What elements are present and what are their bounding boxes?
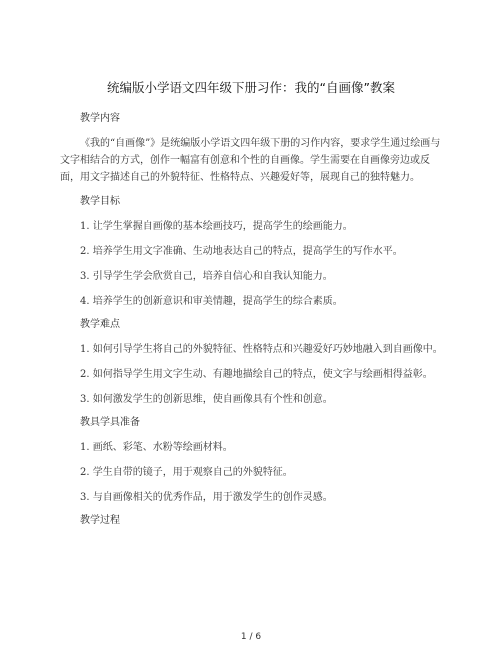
section-heading-process: 教学过程 xyxy=(80,515,120,526)
section-heading-difficulties: 教学难点 xyxy=(80,319,120,330)
preparation-item: 1. 画纸、彩笔、水粉等绘画材料。 xyxy=(80,442,233,453)
goal-item: 4. 培养学生的创新意识和审美情趣，提高学生的综合素质。 xyxy=(80,296,343,307)
difficulty-item: 2. 如何指导学生用文字生动、有趣地描绘自己的特点，使文字与绘画相得益彰。 xyxy=(80,369,433,380)
difficulty-item: 1. 如何引导学生将自己的外貌特征、性格特点和兴趣爱好巧妙地融入到自画像中。 xyxy=(80,344,443,355)
preparation-item: 3. 与自画像相关的优秀作品，用于激发学生的创作灵感。 xyxy=(80,492,333,503)
section-heading-preparation: 教具学具准备 xyxy=(80,417,140,428)
goal-item: 2. 培养学生用文字准确、生动地表达自己的特点，提高学生的写作水平。 xyxy=(80,246,403,257)
document-body xyxy=(60,112,445,537)
section-heading-goals: 教学目标 xyxy=(80,196,120,207)
preparation-item: 2. 学生自带的镜子，用于观察自己的外貌特征。 xyxy=(80,467,293,478)
content-paragraph: 《我的“自画像”》是统编版小学语文四年级下册的习作内容，要求学生通过绘画与文字相结合的方式，创作一幅富有创意和个性的自画像。学生需要在自画像旁边或反面，用文字描述自己的外貌特征、性格特点、兴趣爱好等，展现自己的独特魅力。 xyxy=(60,138,441,183)
document-title: 统编版小学语文四年级下册习作：我的“自画像”教案 xyxy=(107,80,395,95)
page-number: 1 / 6 xyxy=(240,632,262,642)
goal-item: 3. 引导学生学会欣赏自己，培养自信心和自我认知能力。 xyxy=(80,271,333,282)
section-heading-content: 教学内容 xyxy=(80,113,120,124)
difficulty-item: 3. 如何激发学生的创新思维，使自画像具有个性和创意。 xyxy=(80,394,333,405)
goal-item: 1. 让学生掌握自画像的基本绘画技巧，提高学生的绘画能力。 xyxy=(80,221,353,232)
